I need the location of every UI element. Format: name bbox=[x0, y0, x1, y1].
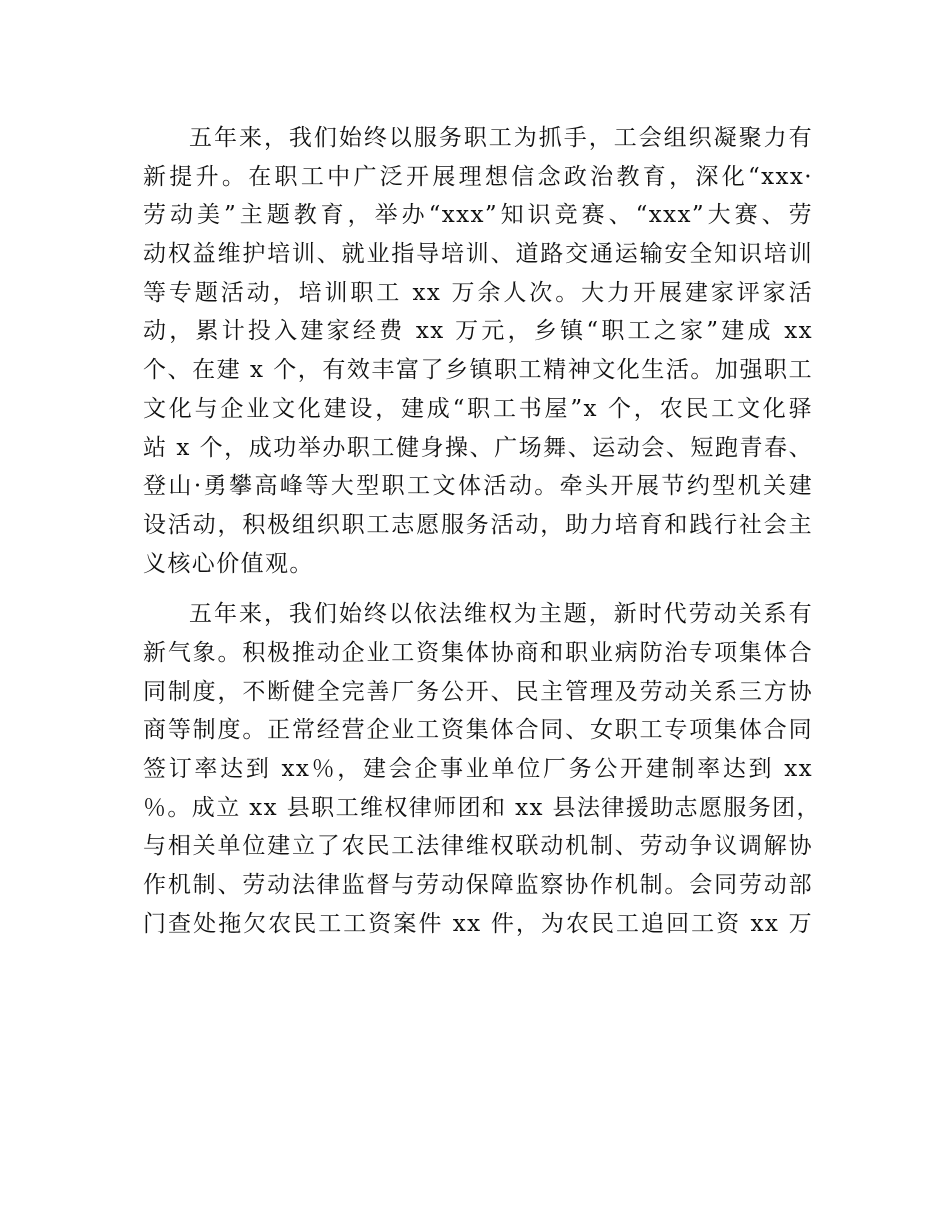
text-line: 作机制、劳动法律监督与劳动保障监察协作机制。会同劳动部 bbox=[143, 872, 813, 899]
paragraph-2 bbox=[143, 595, 821, 943]
text-line: 商等制度。正常经营企业工资集体合同、女职工专项集体合同 bbox=[143, 717, 813, 744]
paragraph-1 bbox=[143, 119, 813, 583]
text-line: 五年来，我们始终以服务职工为抓手，工会组织凝聚力有 bbox=[189, 125, 813, 151]
text-line: 动，累计投入建家经费 xx 万元，乡镇“职工之家”建成 xx bbox=[143, 318, 813, 345]
paragraph-spacer bbox=[143, 583, 813, 595]
document-body bbox=[143, 119, 821, 943]
text-line: 同制度，不断健全完善厂务公开、民主管理及劳动关系三方协 bbox=[143, 678, 813, 705]
text-line: 站 x 个，成功举办职工健身操、广场舞、运动会、短跑青春、 bbox=[143, 434, 813, 461]
text-line: 五年来，我们始终以依法维权为主题，新时代劳动关系有 bbox=[189, 601, 813, 628]
text-line: 个、在建 x 个，有效丰富了乡镇职工精神文化生活。加强职工 bbox=[143, 357, 813, 384]
text-line: 登山·勇攀高峰等大型职工文体活动。牵头开展节约型机关建 bbox=[143, 473, 813, 500]
text-line: 签订率达到 xx％，建会企事业单位厂务公开建制率达到 xx bbox=[143, 756, 813, 782]
text-line: 门查处拖欠农民工工资案件 xx 件，为农民工追回工资 xx 万 bbox=[143, 910, 813, 937]
text-line: 文化与企业文化建设，建成“职工书屋”x 个，农民工文化驿 bbox=[143, 395, 813, 422]
text-line: 义核心价值观。 bbox=[143, 550, 314, 577]
text-line: 设活动，积极组织职工志愿服务活动，助力培育和践行社会主 bbox=[143, 511, 813, 538]
text-line: 与相关单位建立了农民工法律维权联动机制、劳动争议调解协 bbox=[143, 833, 813, 860]
text-line: 劳动美”主题教育，举办“xxx”知识竞赛、“xxx”大赛、劳 bbox=[143, 202, 813, 229]
text-line: ％。成立 xx 县职工维权律师团和 xx 县法律援助志愿服务团， bbox=[143, 794, 821, 821]
text-line: 新气象。积极推动企业工资集体协商和职业病防治专项集体合 bbox=[143, 639, 813, 666]
text-line: 等专题活动，培训职工 xx 万余人次。大力开展建家评家活 bbox=[143, 279, 813, 306]
text-line: 新提升。在职工中广泛开展理想信念政治教育，深化“xxx· bbox=[143, 163, 813, 190]
text-line: 动权益维护培训、就业指导培训、道路交通运输安全知识培训 bbox=[143, 241, 813, 268]
